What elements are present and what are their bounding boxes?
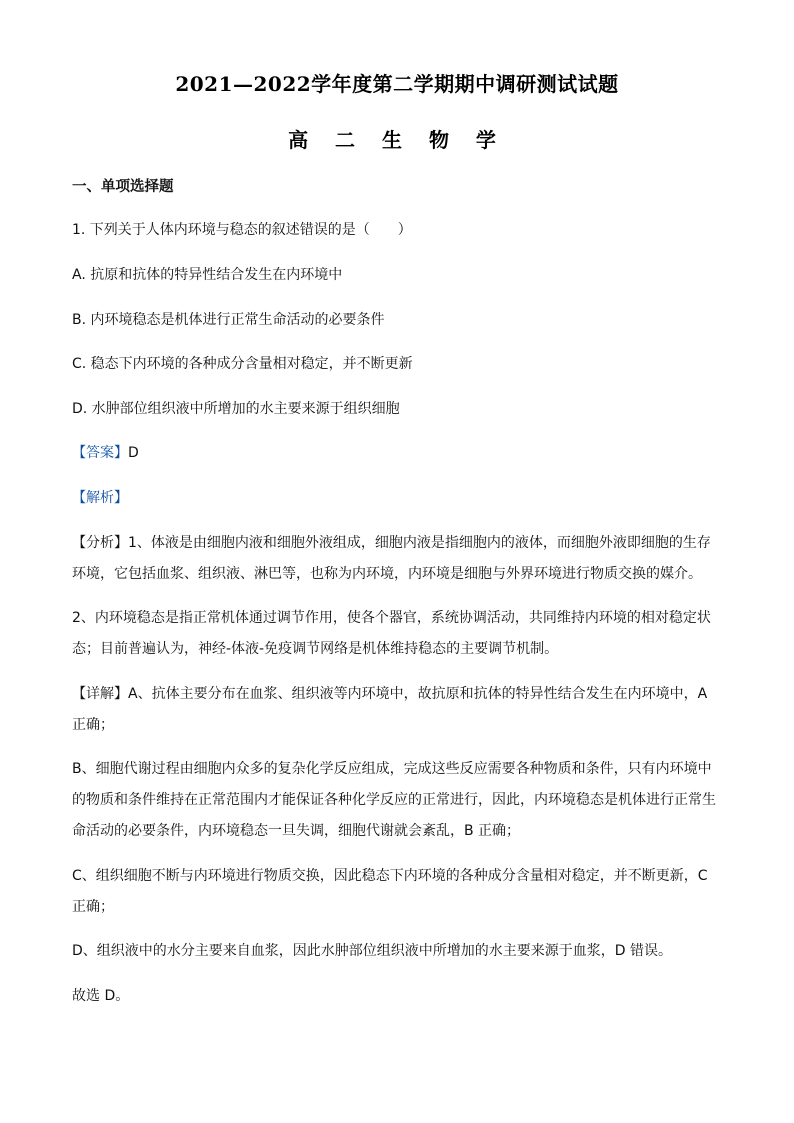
option-c: C. 稳态下内环境的各种成分含量相对稳定，并不断更新 xyxy=(72,356,413,372)
answer-line xyxy=(72,439,722,468)
question-stem: 1. 下列关于人体内环境与稳态的叙述错误的是（ ） xyxy=(72,222,412,238)
fenxi-line-1 xyxy=(72,529,722,558)
fenxi-line-2: 环境，它包括血浆、组织液、淋巴等，也称为内环境，内环境是细胞与外界环境进行物质交换的媒介。 xyxy=(72,566,702,582)
detail-a-text: A、抗体主要分布在血浆、组织液等内环境中，故抗原和抗体的特异性结合发生在内环境中，A xyxy=(128,686,708,702)
option-b: B. 内环境稳态是机体进行正常生命活动的必要条件 xyxy=(72,312,385,328)
exam-subject: 高 二 生 物 学 xyxy=(288,128,506,152)
fenxi-line-3: 2、内环境稳态是指正常机体通过调节作用，使各个器官，系统协调活动，共同维持内环境的相对稳定状 xyxy=(72,610,711,626)
detail-d-line-1: D、组织液中的水分主要来自血浆，因此水肿部位组织液中所增加的水主要来源于血浆，D 错误。 xyxy=(72,943,673,959)
answer-tag: 【答案】 xyxy=(72,445,128,461)
fenxi-tag: 【分析】 xyxy=(72,535,128,551)
detail-b-line-3: 命活动的必要条件，内环境稳态一旦失调，细胞代谢就会紊乱，B 正确； xyxy=(72,823,521,839)
detail-a-line-2: 正确； xyxy=(72,717,114,733)
exam-title: 2021—2022学年度第二学期期中调研测试试题 xyxy=(175,72,619,96)
analysis-tag: 【解析】 xyxy=(72,490,128,506)
analysis-line xyxy=(72,484,722,513)
detail-c-line-1: C、组织细胞不断与内环境进行物质交换，因此稳态下内环境的各种成分含量相对稳定，并不断更新，C xyxy=(72,868,708,884)
detail-b-line-2: 的物质和条件维持在正常范围内才能保证各种化学反应的正常进行，因此，内环境稳态是机体进行正常生 xyxy=(72,792,716,808)
fenxi-line-4: 态；目前普遍认为，神经-体液-免疫调节网络是机体维持稳态的主要调节机制。 xyxy=(72,641,559,657)
option-d: D. 水肿部位组织液中所增加的水主要来源于组织细胞 xyxy=(72,401,400,417)
section-heading: 一、单项选择题 xyxy=(72,178,174,195)
detail-b-line-1: B、细胞代谢过程由细胞内众多的复杂化学反应组成，完成这些反应需要各种物质和条件，只有内环境中 xyxy=(72,761,712,777)
answer-value: D xyxy=(128,445,139,461)
conclusion: 故选 D。 xyxy=(72,988,130,1004)
option-a: A. 抗原和抗体的特异性结合发生在内环境中 xyxy=(72,267,343,283)
detail-tag: 【详解】 xyxy=(72,686,128,702)
fenxi-text-1: 1、体液是由细胞内液和细胞外液组成，细胞内液是指细胞内的液体，而细胞外液即细胞的生存 xyxy=(128,535,711,551)
detail-c-line-2: 正确； xyxy=(72,899,114,915)
detail-a-line-1 xyxy=(72,680,722,709)
